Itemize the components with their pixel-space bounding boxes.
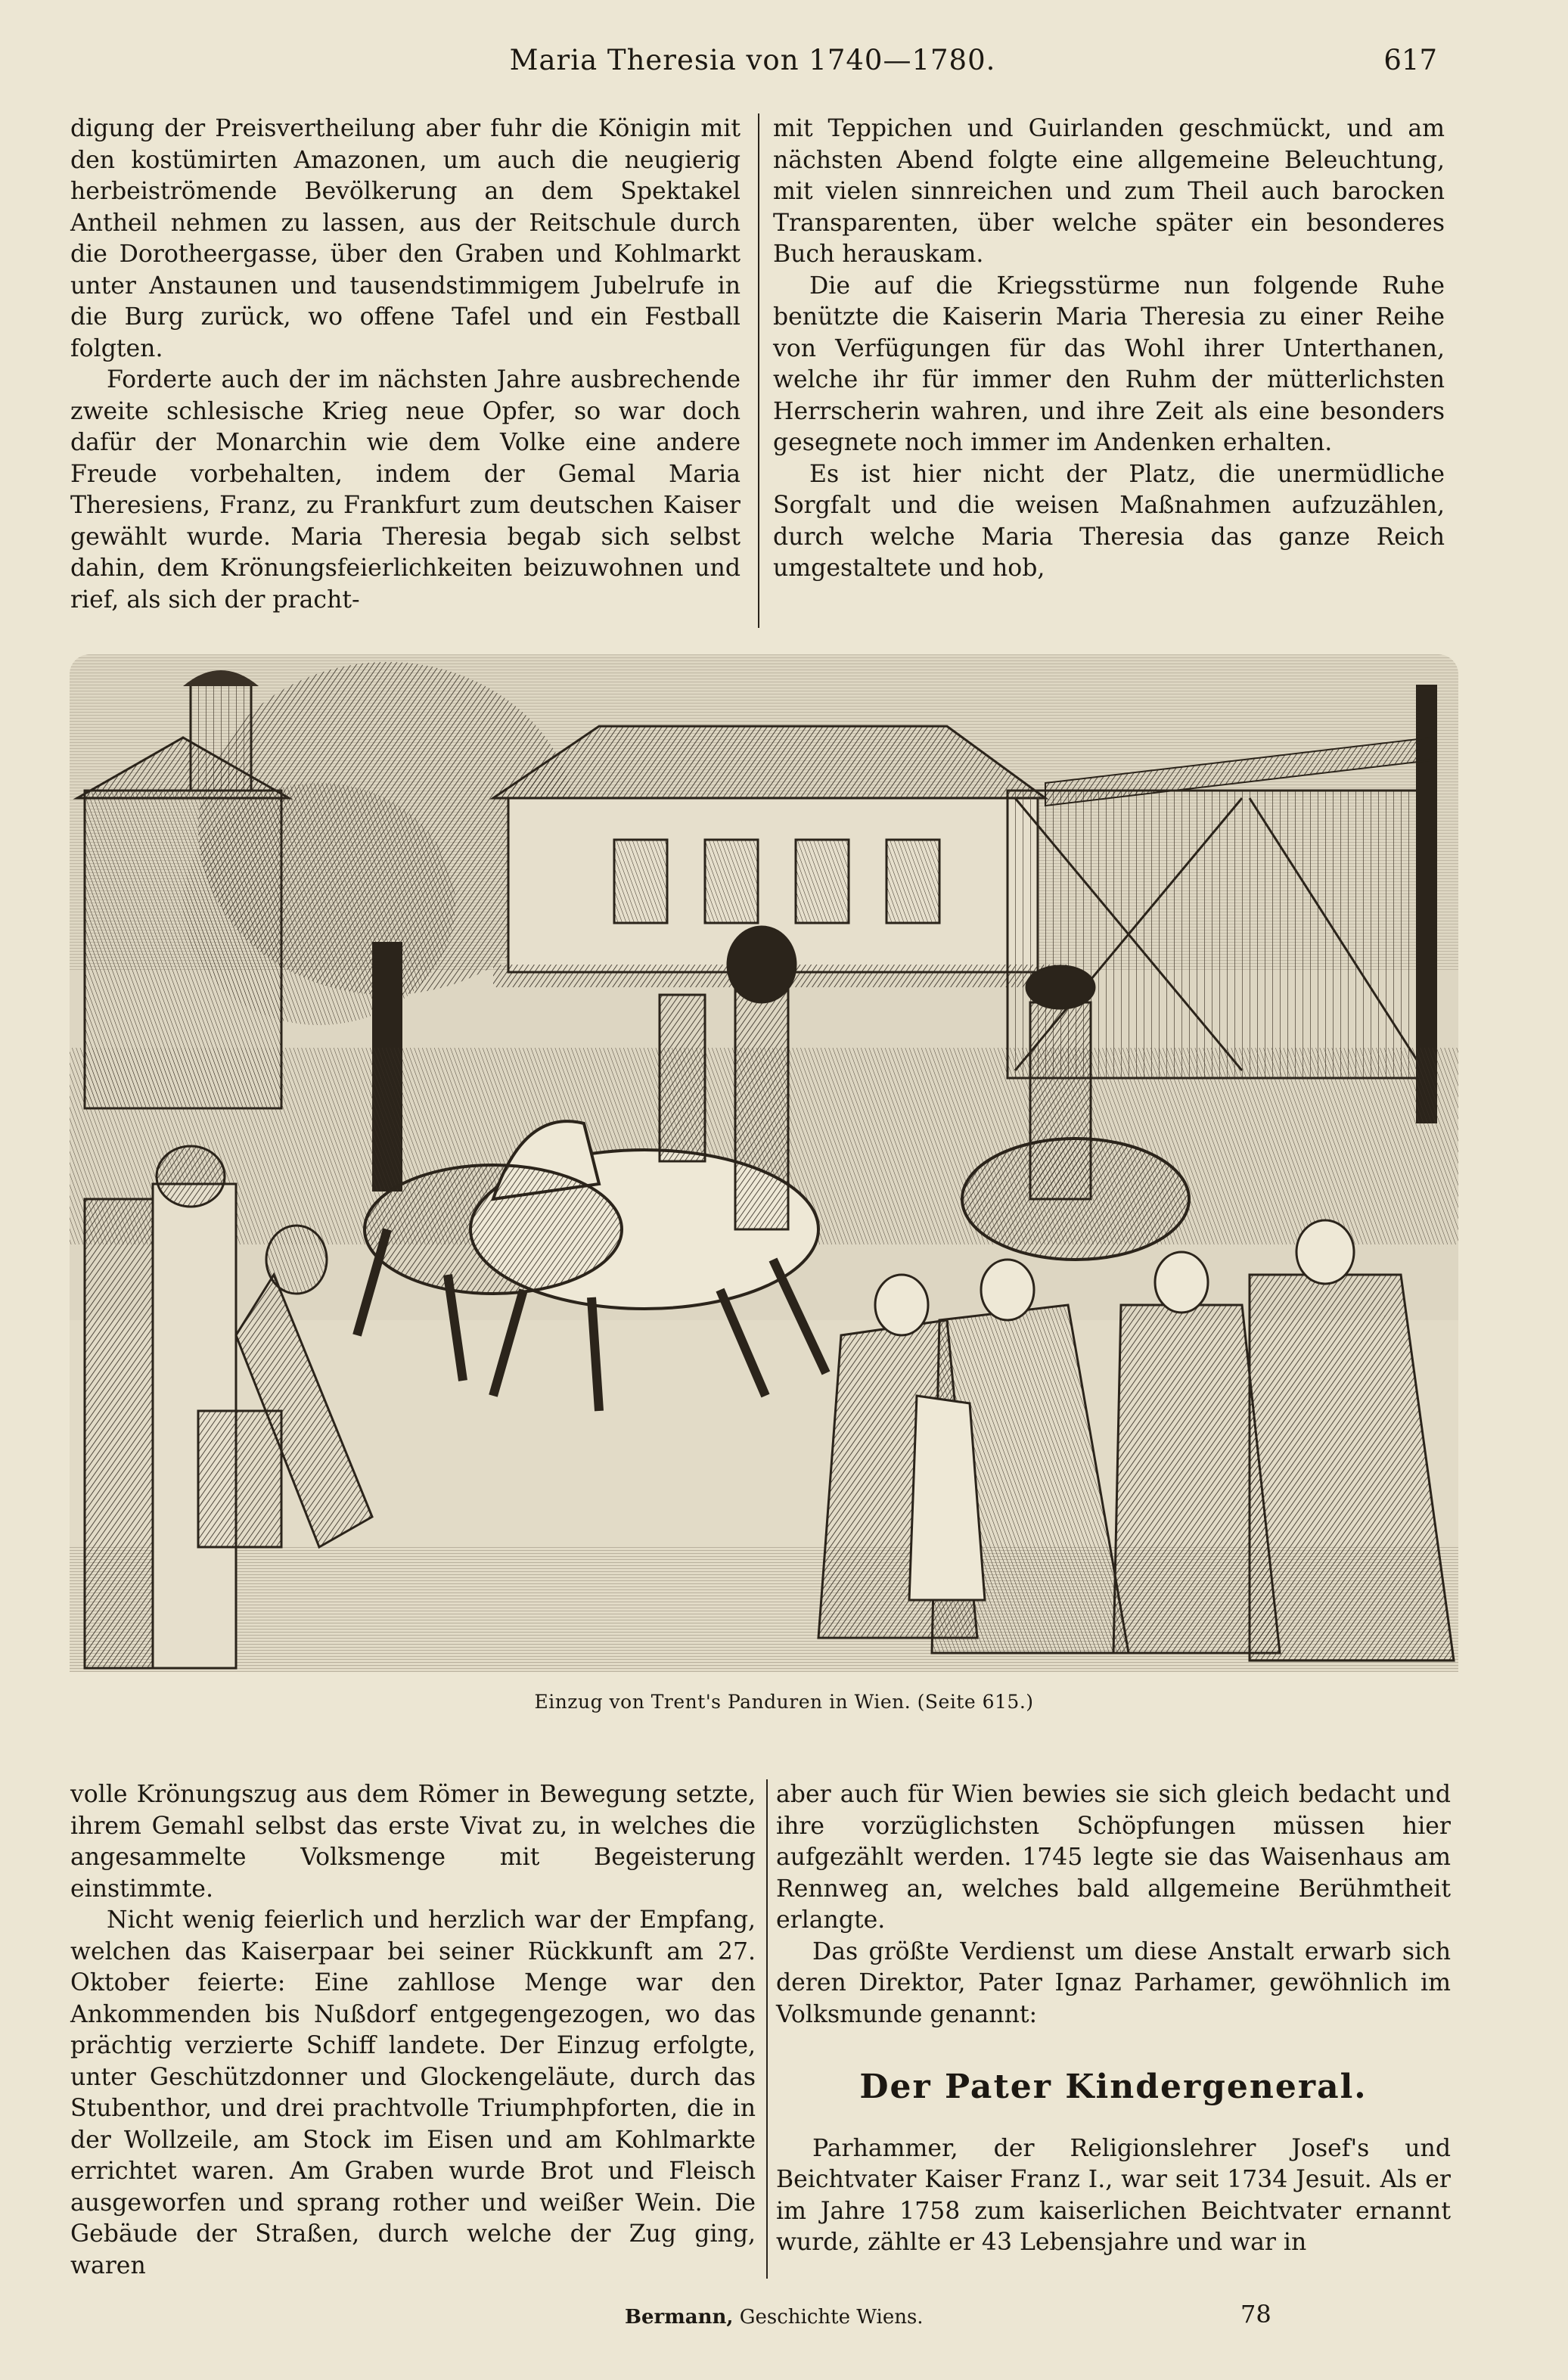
top-right-column bbox=[773, 113, 1445, 585]
running-title: Maria Theresia von 1740—1780. bbox=[509, 44, 996, 76]
illustration-caption: Einzug von Trent's Panduren in Wien. (Seite 615.) bbox=[534, 1691, 1034, 1713]
paragraph: aber auch für Wien bewies sie sich gleich bedacht und ihre vorzüglichsten Schöpfungen müssen hier aufgezählt werden. 1745 legte sie das Waisenhaus am Rennweg an, welches bald allgemeine Berühmtheit erlangte. bbox=[776, 1781, 1451, 1934]
column-divider bbox=[766, 1779, 768, 2279]
sheet-signature bbox=[625, 2306, 924, 2329]
page-number: 617 bbox=[1383, 44, 1437, 76]
paragraph: Parhammer, der Religionslehrer Josef's und Beichtvater Kaiser Franz I., war seit 1734 Jesuit. Als er im Jahre 1758 zum kaiserlichen Beichtvater ernannt wurde, zählte er 43 Lebensjahre und war in bbox=[776, 2134, 1451, 2256]
paragraph: digung der Preisvertheilung aber fuhr die Königin mit den kostümirten Amazonen, um auch die neugierig herbeiströmende Bevölkerung an dem Spektakel Antheil nehmen zu lassen, aus der Reitschule durch die Dorotheergasse, über den Graben und Kohlmarkt unter Anstaunen und tausendstimmigem Jubelrufe in die Burg zurück, wo offene Tafel und ein Festball folgten. bbox=[70, 115, 741, 362]
page-header bbox=[68, 44, 1437, 86]
signature-title: Geschichte Wiens. bbox=[739, 2306, 924, 2329]
signature-author: Bermann, bbox=[625, 2306, 734, 2329]
paragraph: mit Teppichen und Guirlanden geschmückt, und am nächsten Abend folgte eine allgemeine Beleuchtung, mit vielen sinnreichen und zum Theil auch barocken Transparenten, über welche später ein besonderes Buch herauskam. bbox=[773, 115, 1445, 268]
paragraph: Nicht wenig feierlich und herzlich war der Empfang, welchen das Kaiserpaar bei seiner Rückkunft am 27. Oktober feierte: Eine zahllose Menge war den Ankommenden bis Nußdorf entgegengezogen, wo das prächtig verzierte Schiff landete. Der Einzug erfolgte, unter Geschützdonner und Glockengeläute, durch das Stubenthor, und drei prachtvolle Triumphpforten, die in der Wollzeile, am Stock im Eisen und am Kohlmarkte errichtet waren. Am Graben wurde Brot und Fleisch ausgeworfen und sprang rother und weißer Wein. Die Gebäude der Straßen, durch welche der Zug ging, waren bbox=[70, 1906, 756, 2279]
bottom-left-column bbox=[70, 1779, 756, 2282]
sheet-number: 78 bbox=[1240, 2300, 1271, 2329]
top-left-column bbox=[70, 113, 741, 616]
paragraph: Es ist hier nicht der Platz, die unermüdliche Sorgfalt und die weisen Maßnahmen aufzuzählen, durch welche Maria Theresia das ganze Reich umgestaltete und hob, bbox=[773, 460, 1445, 582]
paragraph: Das größte Verdienst um diese Anstalt erwarb sich deren Direktor, Pater Ignaz Parhamer, gewöhnlich im Volksmunde genannt: bbox=[776, 1937, 1451, 2028]
paragraph: Forderte auch der im nächsten Jahre ausbrechende zweite schlesische Krieg neue Opfer, so war doch dafür der Monarchin wie dem Volke eine andere Freude vorbehalten, indem der Gemal Maria Theresiens, Franz, zu Frankfurt zum deutschen Kaiser gewählt wurde. Maria Theresia begab sich selbst dahin, dem Krönungsfeierlichkeiten beizuwohnen und rief, als sich der pracht- bbox=[70, 366, 741, 614]
engraving-scene bbox=[70, 654, 1458, 1672]
paragraph: Die auf die Kriegsstürme nun folgende Ruhe benützte die Kaiserin Maria Theresia zu einer Reihe von Verfügungen für das Wohl ihrer Unterthanen, welche ihr für immer den Ruhm der mütterlichsten Herrscherin wahren, und ihre Zeit als eine besonders gesegnete noch immer im Andenken erhalten. bbox=[773, 272, 1445, 456]
paragraph: volle Krönungszug aus dem Römer in Bewegung setzte, ihrem Gemahl selbst das erste Vivat zu, in welches die angesammelte Volksmenge mit Begeisterung einstimmte. bbox=[70, 1781, 756, 1903]
engraving-illustration bbox=[70, 654, 1458, 1672]
bottom-right-column bbox=[776, 1779, 1451, 2259]
column-divider bbox=[758, 113, 759, 628]
section-heading: Der Pater Kindergeneral. bbox=[859, 2068, 1368, 2106]
